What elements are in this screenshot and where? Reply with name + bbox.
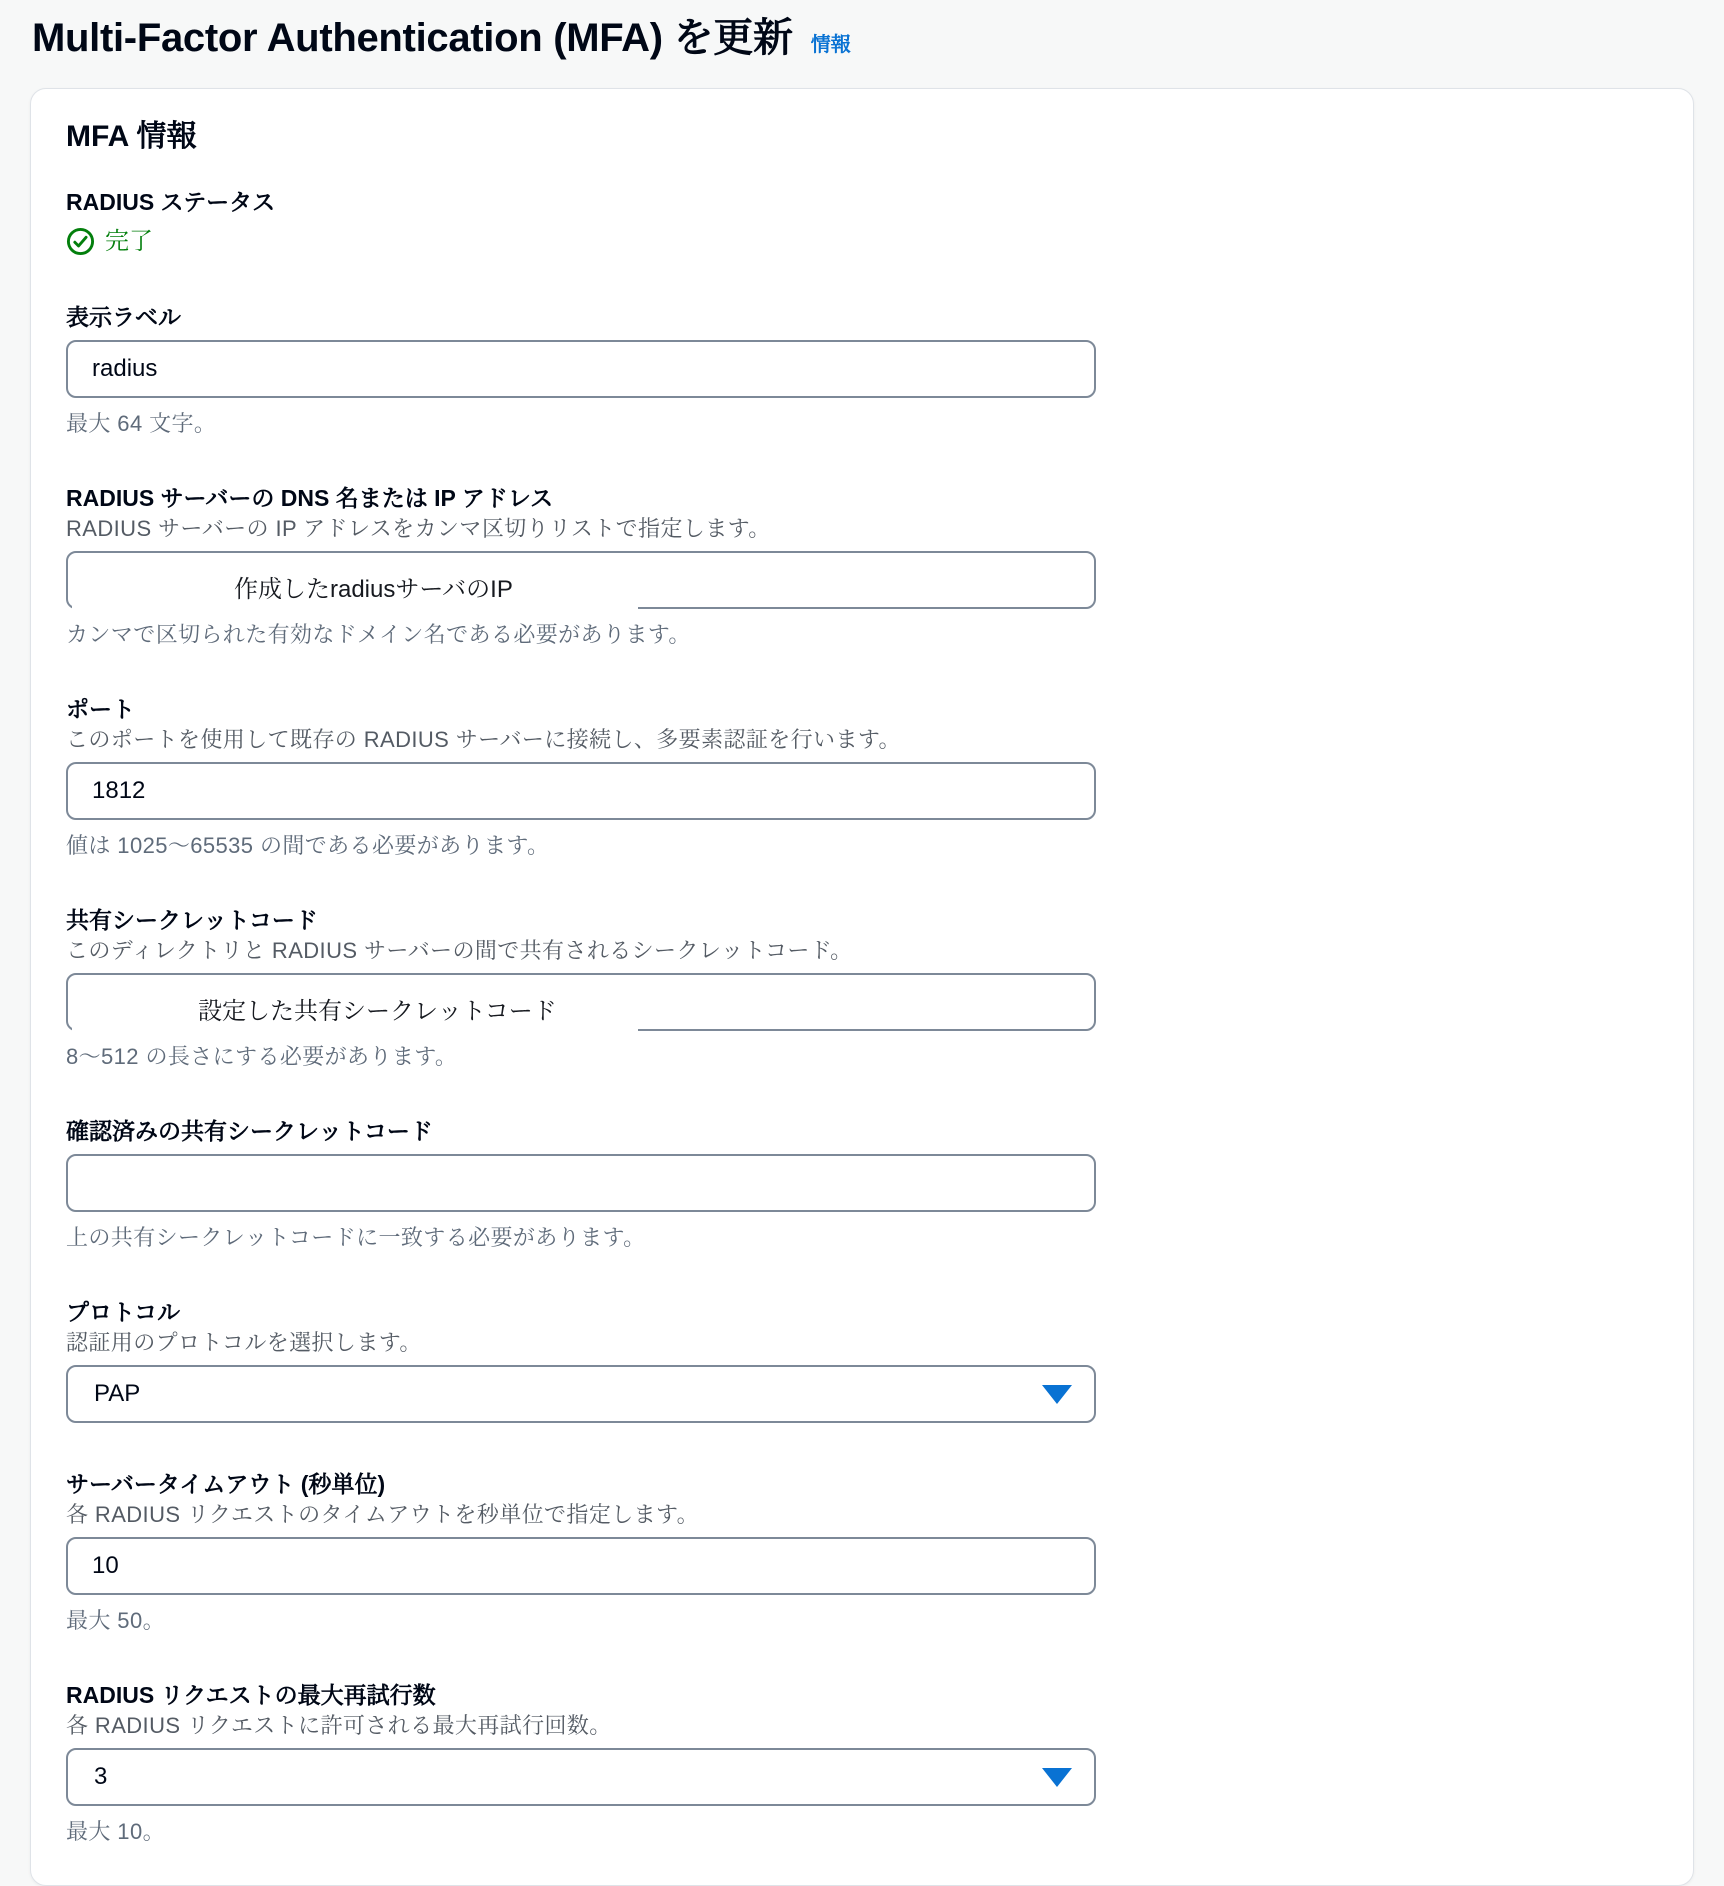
dropdown-caret-icon — [1042, 1385, 1072, 1404]
port-hint: 値は 1025〜65535 の間である必要があります。 — [66, 833, 550, 858]
field-max-retries — [66, 1680, 1658, 1845]
protocol-description: 認証用のプロトコルを選択します。 — [66, 1330, 422, 1355]
field-port — [66, 694, 1658, 859]
port-input[interactable] — [66, 762, 1096, 820]
field-shared-secret — [66, 905, 1658, 1070]
max-retries-label: RADIUS リクエストの最大再試行数 — [66, 1682, 436, 1708]
server-timeout-input[interactable] — [66, 1537, 1096, 1595]
radius-dns-overlay-text: 作成したradiusサーバのIP — [234, 576, 513, 603]
field-confirm-shared-secret — [66, 1116, 1658, 1251]
radius-dns-input[interactable] — [66, 551, 1096, 609]
page-header — [32, 12, 1694, 64]
shared-secret-description: このディレクトリと RADIUS サーバーの間で共有されるシークレットコード。 — [66, 938, 853, 963]
shared-secret-label: 共有シークレットコード — [66, 907, 318, 933]
server-timeout-description: 各 RADIUS リクエストのタイムアウトを秒単位で指定します。 — [66, 1502, 700, 1527]
shared-secret-hint: 8〜512 の長さにする必要があります。 — [66, 1044, 458, 1069]
max-retries-select[interactable] — [66, 1748, 1096, 1806]
shared-secret-input[interactable] — [66, 973, 1096, 1031]
confirm-shared-secret-hint: 上の共有シークレットコードに一致する必要があります。 — [66, 1225, 646, 1250]
dropdown-caret-icon — [1042, 1768, 1072, 1787]
field-server-timeout — [66, 1469, 1658, 1634]
radius-status-group — [66, 187, 1658, 256]
radius-status-value: 完了 — [105, 228, 153, 255]
protocol-select-value: PAP — [94, 1380, 141, 1407]
display-label-label: 表示ラベル — [66, 304, 181, 330]
server-timeout-hint: 最大 50。 — [66, 1608, 165, 1633]
max-retries-hint: 最大 10。 — [66, 1819, 165, 1844]
max-retries-select-value: 3 — [94, 1763, 108, 1790]
port-description: このポートを使用して既存の RADIUS サーバーに接続し、多要素認証を行います。 — [66, 727, 901, 752]
max-retries-description: 各 RADIUS リクエストに許可される最大再試行回数。 — [66, 1713, 612, 1738]
confirm-shared-secret-input[interactable] — [66, 1154, 1096, 1212]
protocol-label: プロトコル — [66, 1299, 181, 1325]
port-label: ポート — [66, 696, 135, 722]
display-label-input[interactable] — [66, 340, 1096, 398]
radius-status-row — [66, 227, 1658, 256]
radius-dns-label: RADIUS サーバーの DNS 名または IP アドレス — [66, 485, 554, 511]
radius-dns-redaction-overlay — [72, 556, 638, 617]
field-protocol — [66, 1297, 1658, 1423]
field-radius-dns — [66, 483, 1658, 648]
display-label-hint: 最大 64 文字。 — [66, 411, 217, 436]
success-check-icon — [66, 227, 95, 256]
radius-status-label: RADIUS ステータス — [66, 189, 276, 215]
server-timeout-label: サーバータイムアウト (秒単位) — [66, 1471, 386, 1497]
field-display-label — [66, 302, 1658, 437]
panel-heading: MFA 情報 — [66, 120, 197, 153]
radius-dns-hint: カンマで区切られた有効なドメイン名である必要があります。 — [66, 622, 691, 647]
confirm-shared-secret-label: 確認済みの共有シークレットコード — [66, 1118, 433, 1144]
radius-dns-description: RADIUS サーバーの IP アドレスをカンマ区切りリストで指定します。 — [66, 516, 771, 541]
protocol-select[interactable] — [66, 1365, 1096, 1423]
shared-secret-redaction-overlay — [72, 978, 638, 1039]
mfa-info-panel — [30, 88, 1694, 1886]
shared-secret-overlay-text: 設定した共有シークレットコード — [198, 998, 557, 1025]
page-title: Multi-Factor Authentication (MFA) を更新 — [32, 16, 793, 60]
info-link[interactable]: 情報 — [810, 34, 851, 56]
